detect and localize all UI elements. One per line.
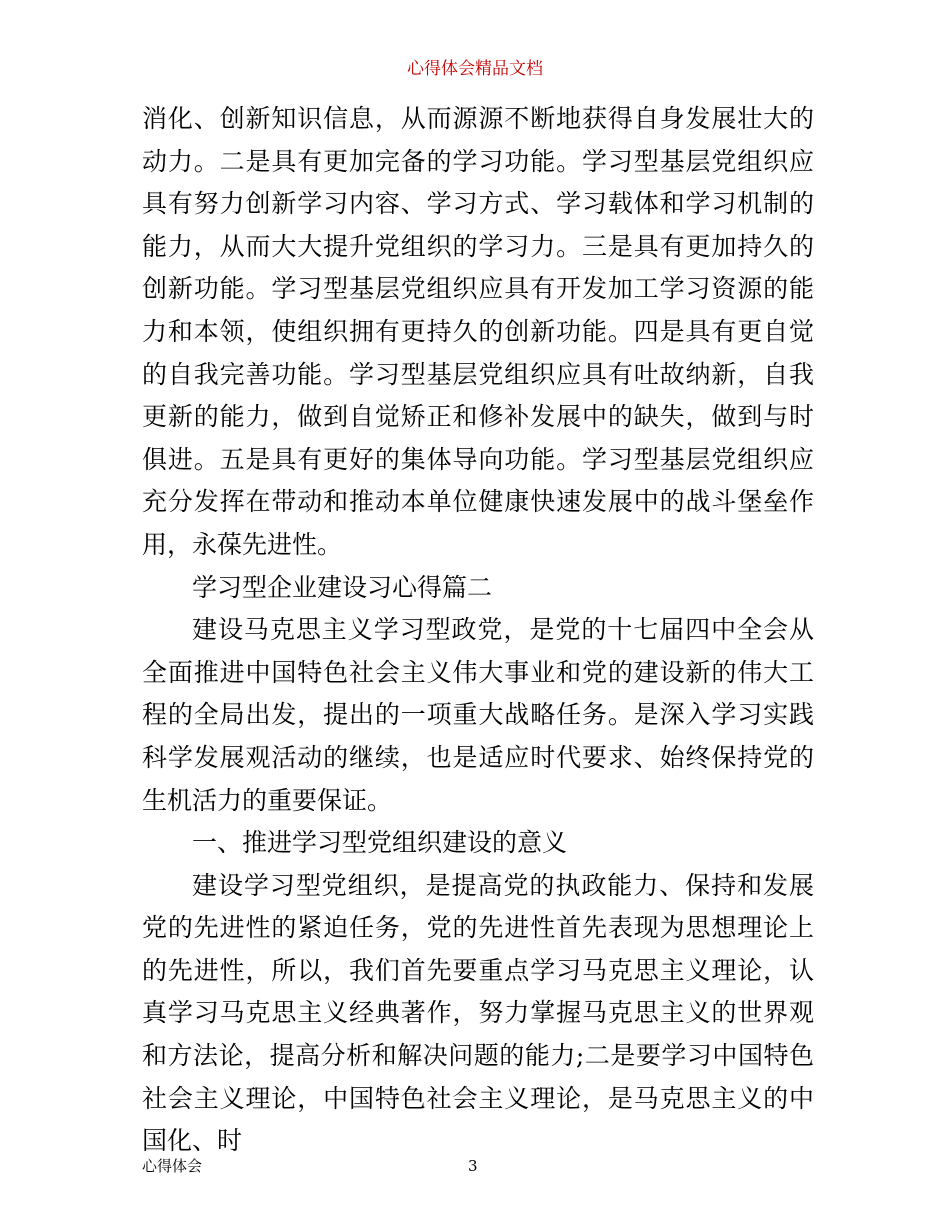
section-heading: 学习型企业建设习心得篇二 [192,572,493,602]
page-number: 3 [468,1157,478,1175]
paragraph: 建设学习型党组织，是提高党的执政能力、保持和发展党的先进性的紧迫任务，党的先进性首先表现为思想理论上的先进性，所以，我们首先要重点学习马克思主义理论，认真学习马克思主义经典著作，努力掌握马克思主义的世界观和方法论，提高分析和解决问题的能力;二是要学习中国特色社会主义理论，中国特色社会主义理论，是马克思主义的中国化、时 [142,870,814,1156]
subsection-heading: 一、推进学习型党组织建设的意义 [192,828,568,858]
paragraph-continuation: 消化、创新知识信息，从而源源不断地获得自身发展壮大的动力。二是具有更加完备的学习功能。学习型基层党组织应具有努力创新学习内容、学习方式、学习载体和学习机制的能力，从而大大提升党组织的学习力。三是具有更加持久的创新功能。学习型基层党组织应具有开发加工学习资源的能力和本领，使组织拥有更持久的创新功能。四是具有更自觉的自我完善功能。学习型基层党组织应具有吐故纳新，自我更新的能力，做到自觉矫正和修补发展中的缺失，做到与时俱进。五是具有更好的集体导向功能。学习型基层党组织应充分发挥在带动和推动本单位健康快速发展中的战斗堡垒作用，永葆先进性。 [142,104,814,559]
paragraph: 建设马克思主义学习型政党，是党的十七届四中全会从全面推进中国特色社会主义伟大事业和党的建设新的伟大工程的全局出发，提出的一项重大战略任务。是深入学习实践科学发展观活动的继续，也是适应时代要求、始终保持党的生机活力的重要保证。 [142,615,814,815]
page-header-title: 心得体会精品文档 [407,59,543,79]
footer-label: 心得体会 [142,1157,203,1175]
document-body [142,98,814,1163]
